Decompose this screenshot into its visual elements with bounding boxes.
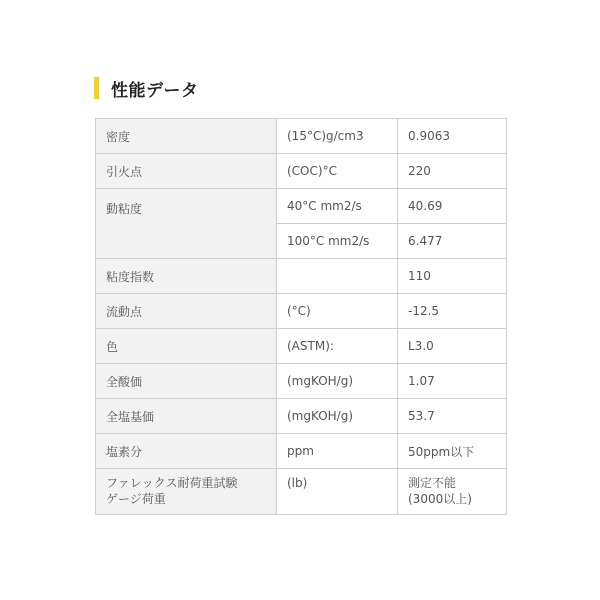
row-value: 6.477 xyxy=(398,224,507,259)
table-row xyxy=(96,154,507,189)
row-label: 粘度指数 xyxy=(96,259,277,294)
heading-accent-bar xyxy=(94,77,99,99)
row-value-line: (3000以上) xyxy=(408,492,472,506)
row-label: 全酸価 xyxy=(96,364,277,399)
row-value: 53.7 xyxy=(398,399,507,434)
row-label-line: ファレックス耐荷重試験 xyxy=(106,476,238,490)
table-row xyxy=(96,259,507,294)
row-label: 密度 xyxy=(96,119,277,154)
row-value: 110 xyxy=(398,259,507,294)
row-value: L3.0 xyxy=(398,329,507,364)
row-value: 0.9063 xyxy=(398,119,507,154)
row-label: 引火点 xyxy=(96,154,277,189)
row-value: 220 xyxy=(398,154,507,189)
row-label: 全塩基価 xyxy=(96,399,277,434)
performance-data-table xyxy=(95,118,507,515)
row-unit: (°C) xyxy=(277,294,398,329)
row-label: 色 xyxy=(96,329,277,364)
table-row xyxy=(96,329,507,364)
row-value: 1.07 xyxy=(398,364,507,399)
row-value: -12.5 xyxy=(398,294,507,329)
row-value-line: 測定不能 xyxy=(408,476,457,490)
row-label-line: ゲージ荷重 xyxy=(106,492,166,506)
table-row xyxy=(96,434,507,469)
table-row xyxy=(96,189,507,224)
row-label xyxy=(96,469,277,515)
section-title: 性能データ xyxy=(111,80,199,101)
row-unit: (15°C)g/cm3 xyxy=(277,119,398,154)
row-unit xyxy=(277,259,398,294)
row-unit: (ASTM): xyxy=(277,329,398,364)
row-unit: (mgKOH/g) xyxy=(277,399,398,434)
table-row xyxy=(96,364,507,399)
table-row xyxy=(96,119,507,154)
row-value: 50ppm以下 xyxy=(398,434,507,469)
row-label: 塩素分 xyxy=(96,434,277,469)
row-unit: 100°C mm2/s xyxy=(277,224,398,259)
row-label: 動粘度 xyxy=(96,189,277,259)
row-label: 流動点 xyxy=(96,294,277,329)
table-row xyxy=(96,469,507,515)
row-unit: (mgKOH/g) xyxy=(277,364,398,399)
row-unit: (lb) xyxy=(277,469,398,515)
table-row xyxy=(96,399,507,434)
row-unit: 40°C mm2/s xyxy=(277,189,398,224)
section-heading xyxy=(94,77,199,99)
row-value xyxy=(398,469,507,515)
row-value: 40.69 xyxy=(398,189,507,224)
table-row xyxy=(96,294,507,329)
row-unit: ppm xyxy=(277,434,398,469)
row-unit: (COC)°C xyxy=(277,154,398,189)
